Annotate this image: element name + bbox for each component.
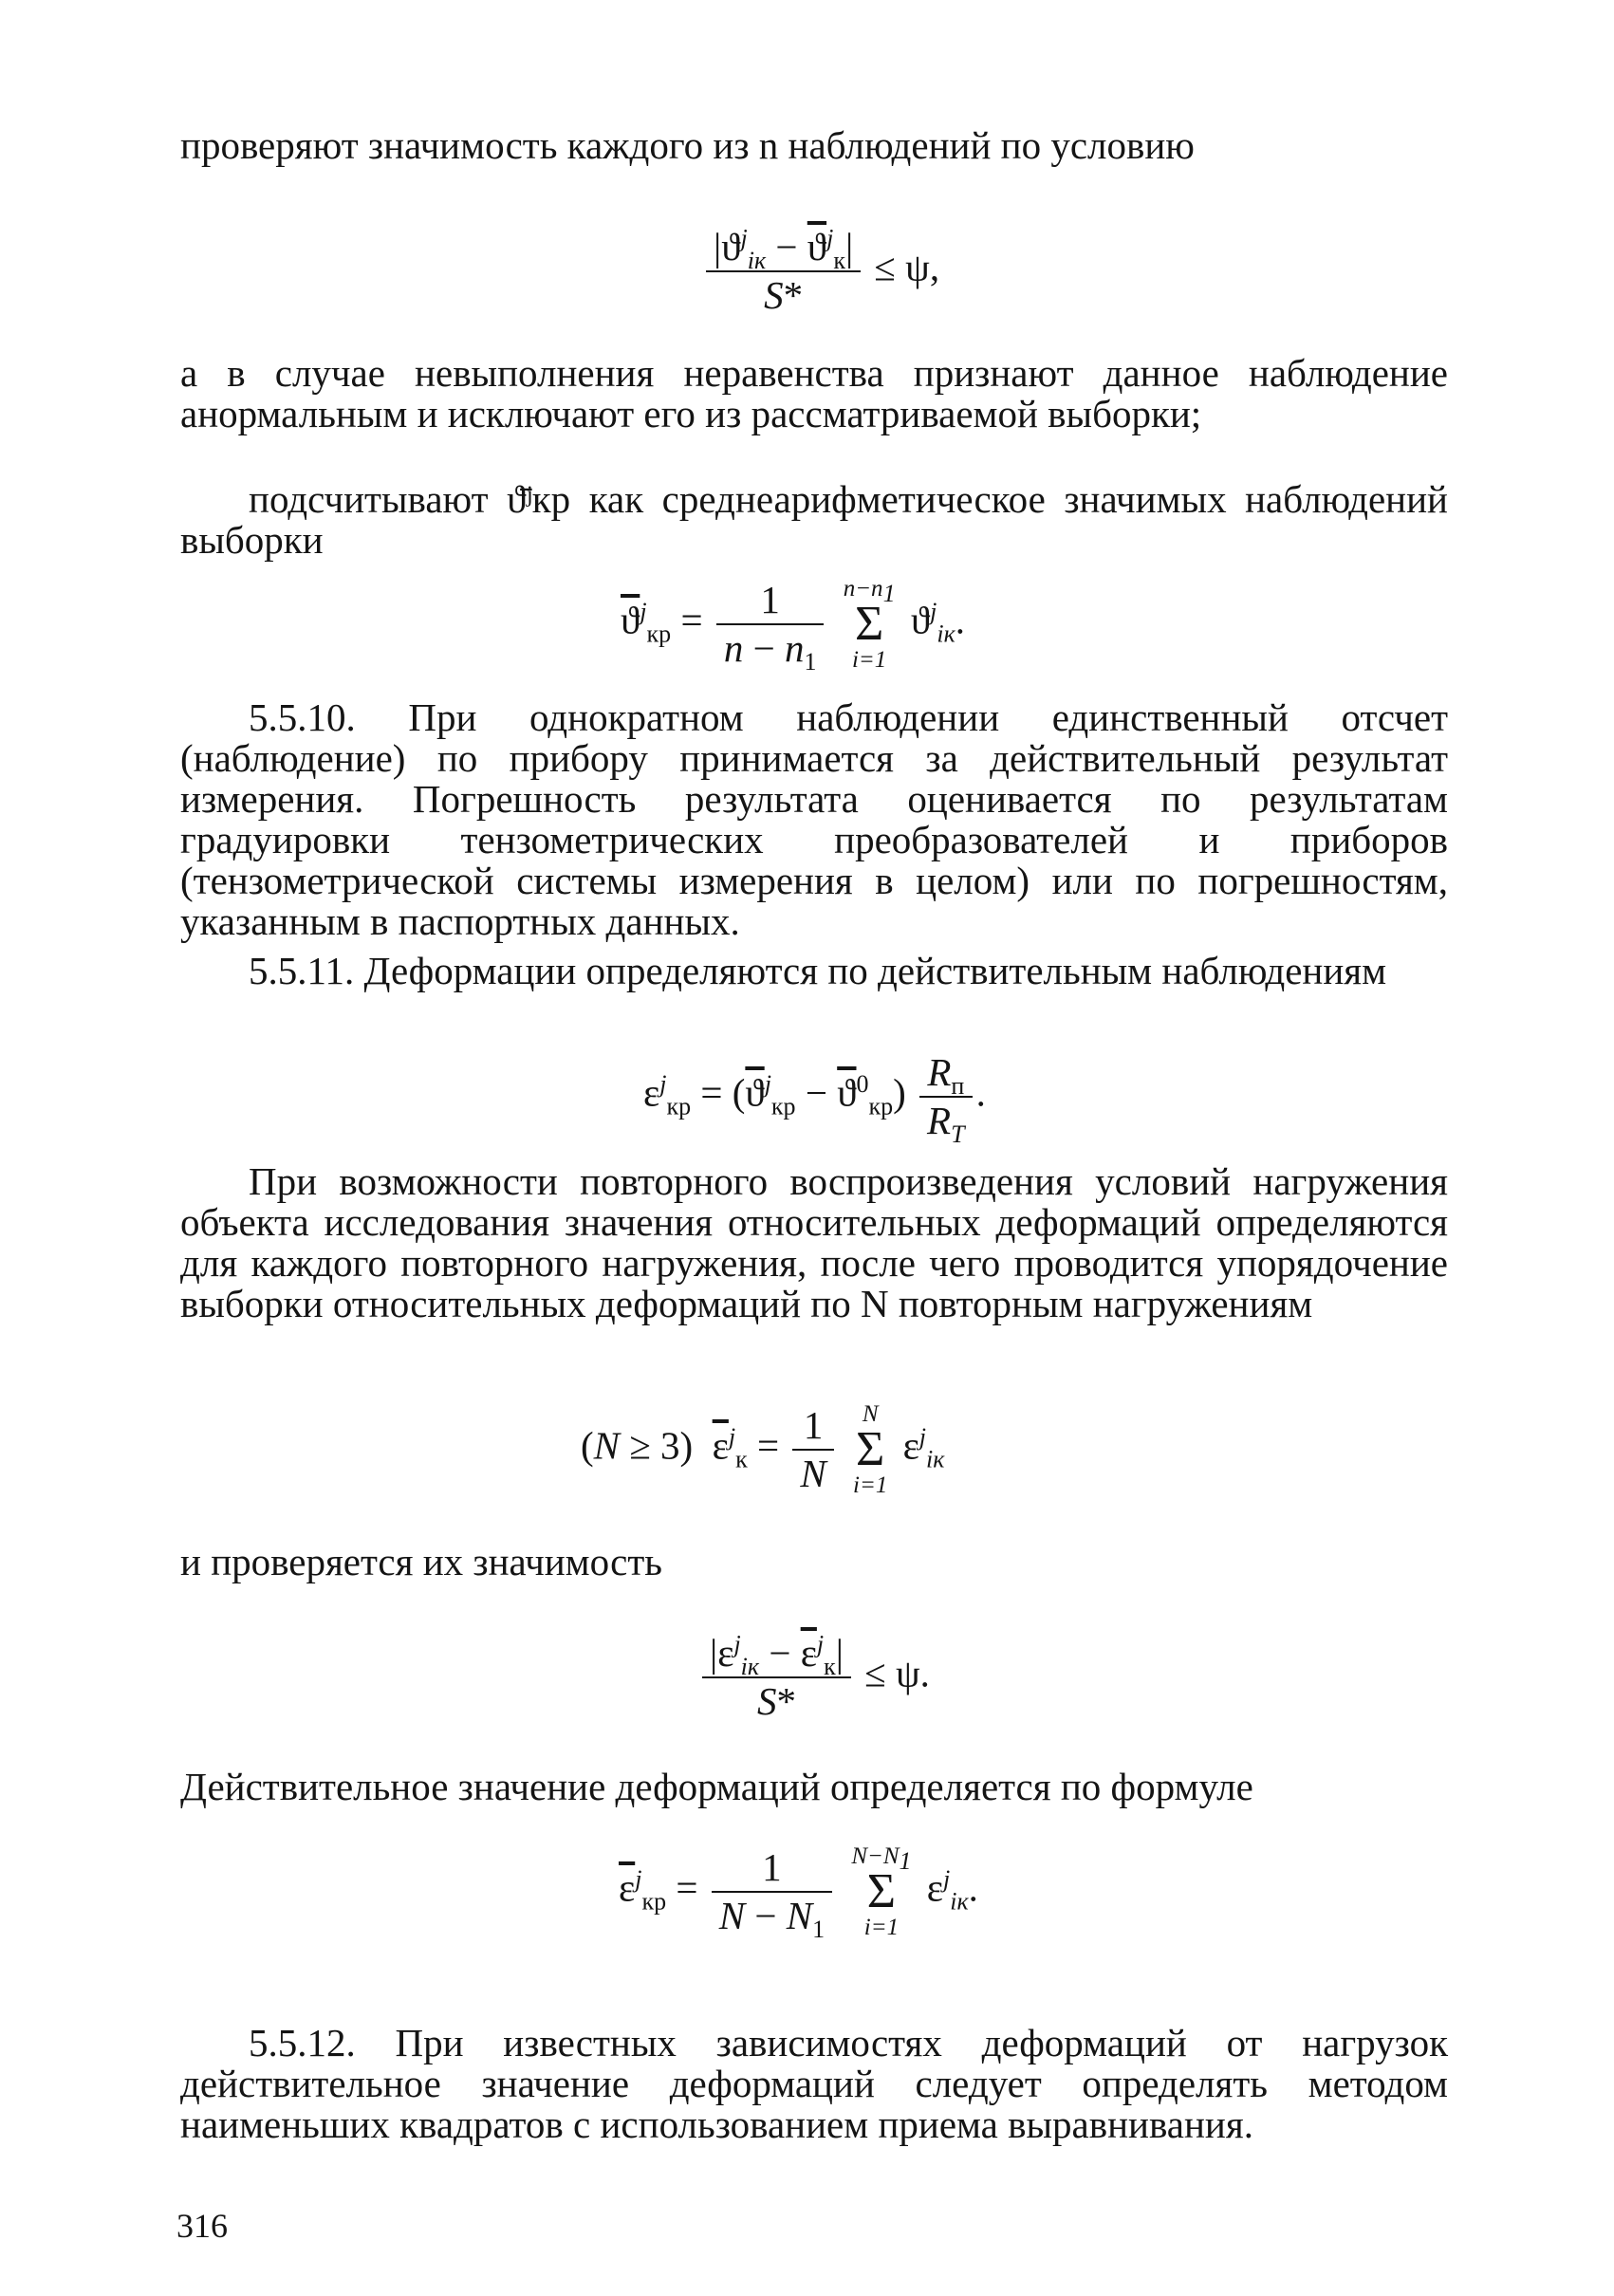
paragraph-section-5-5-12: 5.5.12. При известных зависимостях деформаций от нагрузок действительное значение деформаций следует определять методом наименьших квадратов с использованием приема выравнивания. xyxy=(180,2021,1448,2146)
paragraph-section-5-5-10: 5.5.10. При однократном наблюдении единственный отсчет (наблюдение) по прибору принимается за действительный результат измерения. Погрешность результата оценивается по результатам градуировки тензометрических преобразователей и приборов (тензометрической системы измерения в целом) или по погрешностям, указанным в паспортных данных. xyxy=(180,695,1448,943)
paragraph-anomalous-exclusion: а в случае невыполнения неравенства признают данное наблюдение анормальным и исключают его из рассматриваемой выборки; xyxy=(180,351,1448,435)
paragraph-section-5-5-11: 5.5.11. Деформации определяются по действительным наблюдениям xyxy=(249,949,1387,992)
paragraph-check-their-significance: и проверяется их значимость xyxy=(180,1540,662,1583)
paragraph-check-significance: проверяют значимость каждого из n наблюдений по условию xyxy=(180,123,1195,167)
paragraph-compute-mean: подсчитывают ϑ̄ʲкр как среднеарифметическое значимых наблюдений выборки xyxy=(180,477,1448,562)
formula-strain-significance: $\frac{|\varepsilon^j_{iк} - \overline{\varepsilon}^j_к|}{S*}$ ≤ ψ. xyxy=(698,1634,930,1721)
formula-actual-strain: $\overline{\varepsilon}^j_{кр}$ = $\frac{1}{N - N_1}$ $N-N_1$ Σ i=1 $\varepsilon^j_{iк}$. xyxy=(619,1843,978,1944)
paragraph-repeated-loading: При возможности повторного воспроизведения условий нагружения объекта исследования значения относительных деформаций определяются для каждого повторного нагружения, после чего проводится упорядочение выборки относительных деформаций по N повторным нагружениям xyxy=(180,1159,1448,1325)
page-number: 316 xyxy=(176,2207,228,2245)
formula-strain-from-readings: $\varepsilon^j_{кр} = (\overline{ϑ}^j_{кр} - \overline{ϑ}^0_{кр})$ $\frac{R_п}{R_T}$ . xyxy=(643,1050,986,1149)
paragraph-actual-value: Действительное значение деформаций определяется по формуле xyxy=(180,1765,1253,1808)
formula-significance-check: $\frac{|ϑ^j_{iк} - \overline{ϑ}^j_к|}{S*}$ ≤ ψ, xyxy=(702,228,939,315)
formula-mean-observations: $\overline{ϑ}^j_{кр}$ = $\frac{1}{n - n_1}$ $n-n_1$ Σ i=1 $ϑ^j_{iк}$. xyxy=(621,576,965,676)
formula-mean-repeated: (N ≥ 3) $\overline{\varepsilon}^j_к$ = $\frac{1}{N}$ N Σ i=1 $\varepsilon^j_{iк}$ xyxy=(581,1401,945,1498)
